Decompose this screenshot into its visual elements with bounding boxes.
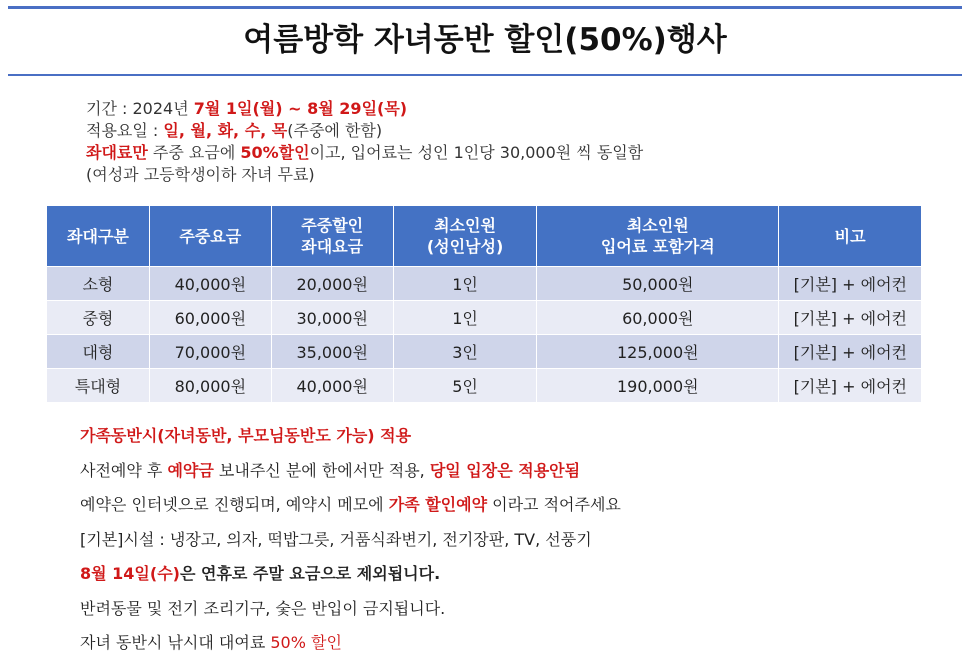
table-row — [47, 335, 922, 369]
type-cell: 소형 — [47, 267, 150, 301]
discount-line — [86, 142, 643, 164]
weekday-price-cell: 60,000원 — [149, 301, 271, 335]
note-cell: [기본] + 에어컨 — [779, 267, 922, 301]
days-note: (주중에 한함) — [287, 121, 383, 140]
days-value: 일, 월, 화, 수, 목 — [163, 121, 288, 140]
header-cell: 최소인원 입어료 포함가격 — [537, 206, 779, 267]
free-note: (여성과 고등학생이하 자녀 무료) — [86, 165, 315, 184]
note-cell: [기본] + 에어컨 — [779, 301, 922, 335]
period-line — [86, 98, 643, 120]
pets-note: 반려동물 및 전기 조리기구, 숯은 반입이 금지됩니다. — [80, 598, 446, 618]
top-divider — [8, 6, 962, 9]
header-cell: 좌대구분 — [47, 206, 150, 267]
min-people-cell: 3인 — [393, 335, 537, 369]
discount-price-cell: 40,000원 — [271, 369, 393, 403]
header-cell: 최소인원 (성인남성) — [393, 206, 537, 267]
type-cell: 특대형 — [47, 369, 150, 403]
rental-note: 자녀 동반시 낚시대 대여료 50% 할인 — [80, 633, 342, 652]
weekday-price-cell: 80,000원 — [149, 369, 271, 403]
total-price-cell: 125,000원 — [537, 335, 779, 369]
min-people-cell: 5인 — [393, 369, 537, 403]
event-info — [86, 98, 643, 186]
discount-highlight: 좌대료만 — [86, 143, 148, 162]
period-start: 7월 1일(월) — [193, 99, 283, 118]
table-row — [47, 369, 922, 403]
table-row — [47, 301, 922, 335]
days-line — [86, 120, 643, 142]
table-header-row — [47, 206, 922, 267]
discount-price-cell: 20,000원 — [271, 267, 393, 301]
facilities-note: [기본]시설 : 냉장고, 의자, 떡밥그릇, 거품식좌변기, 전기장판, TV, 선풍기 — [80, 529, 592, 549]
min-people-cell: 1인 — [393, 301, 537, 335]
weekday-price-cell: 40,000원 — [149, 267, 271, 301]
rate-table — [46, 205, 922, 403]
discount-value: 50%할인 — [240, 143, 310, 162]
type-cell: 대형 — [47, 335, 150, 369]
holiday-note: 8월 14일(수)은 연휴로 주말 요금으로 제외됩니다. — [80, 564, 441, 583]
weekday-price-cell: 70,000원 — [149, 335, 271, 369]
memo-note: 예약은 인터넷으로 진행되며, 예약시 메모에 가족 할인예약 이라고 적어주세요 — [80, 495, 621, 514]
min-people-cell: 1인 — [393, 267, 537, 301]
period-end: 8월 29일(목) — [307, 99, 408, 118]
title-divider — [8, 74, 962, 76]
discount-mid: 주중 요금에 — [147, 143, 241, 162]
header-cell: 비고 — [779, 206, 922, 267]
total-price-cell: 190,000원 — [537, 369, 779, 403]
discount-price-cell: 30,000원 — [271, 301, 393, 335]
table-row — [47, 267, 922, 301]
type-cell: 중형 — [47, 301, 150, 335]
period-label: 기간 : 2024년 — [86, 99, 194, 118]
days-label: 적용요일 : — [86, 121, 164, 140]
total-price-cell: 50,000원 — [537, 267, 779, 301]
note-cell: [기본] + 에어컨 — [779, 369, 922, 403]
header-cell: 주중할인 좌대요금 — [271, 206, 393, 267]
discount-price-cell: 35,000원 — [271, 335, 393, 369]
reservation-note: 사전예약 후 예약금 보내주신 분에 한에서만 적용, 당일 입장은 적용안됨 — [80, 460, 581, 480]
page-title: 여름방학 자녀동반 할인(50%)행사 — [243, 22, 727, 58]
notes-section — [80, 423, 621, 665]
total-price-cell: 60,000원 — [537, 301, 779, 335]
header-cell: 주중요금 — [149, 206, 271, 267]
discount-rest: 이고, 입어료는 성인 1인당 30,000원 씩 동일함 — [309, 143, 644, 162]
note-cell: [기본] + 에어컨 — [779, 335, 922, 369]
family-note: 가족동반시(자녀동반, 부모님동반도 가능) 적용 — [80, 426, 412, 445]
period-sep: ~ — [282, 99, 308, 118]
